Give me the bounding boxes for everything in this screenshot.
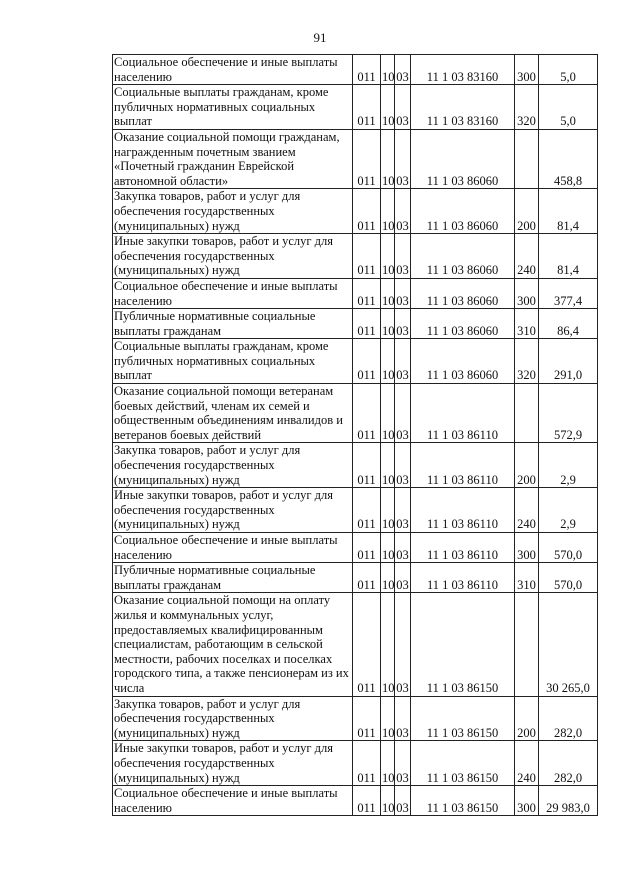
table-row <box>113 696 598 741</box>
section-code-cell: 10 <box>381 85 395 130</box>
expense-type-cell: 200 <box>515 696 539 741</box>
amount-cell: 5,0 <box>539 55 598 85</box>
section-code-cell: 10 <box>381 234 395 279</box>
subsection-code-cell: 03 <box>395 309 411 339</box>
expense-type-cell: 310 <box>515 563 539 593</box>
section-code-cell: 10 <box>381 129 395 188</box>
expense-type-cell: 200 <box>515 443 539 488</box>
amount-cell: 572,9 <box>539 384 598 443</box>
subsection-code-cell: 03 <box>395 488 411 533</box>
ministry-code-cell: 011 <box>353 278 381 308</box>
program-code-cell: 11 1 03 86060 <box>411 278 515 308</box>
row-name-cell: Закупка товаров, работ и услуг для обеспечения государственных (муниципальных) нужд <box>113 189 353 234</box>
row-name-cell: Оказание социальной помощи гражданам, награжденным почетным званием «Почетный гражданин Еврейской автономной области» <box>113 129 353 188</box>
row-name-cell: Оказание социальной помощи на оплату жилья и коммунальных услуг, предоставляемых квалифицированным специалистам, работающим в сельской местности, рабочих поселках и поселках городского типа, а также пенсионерам из их числа <box>113 593 353 696</box>
table-row <box>113 443 598 488</box>
program-code-cell: 11 1 03 86060 <box>411 234 515 279</box>
ministry-code-cell: 011 <box>353 129 381 188</box>
amount-cell: 570,0 <box>539 533 598 563</box>
expense-type-cell: 200 <box>515 189 539 234</box>
subsection-code-cell: 03 <box>395 443 411 488</box>
row-name-cell: Иные закупки товаров, работ и услуг для обеспечения государственных (муниципальных) нужд <box>113 234 353 279</box>
table-row <box>113 533 598 563</box>
section-code-cell: 10 <box>381 696 395 741</box>
row-name-cell: Социальные выплаты гражданам, кроме публичных нормативных социальных выплат <box>113 339 353 384</box>
section-code-cell: 10 <box>381 786 395 816</box>
table-row <box>113 384 598 443</box>
amount-cell: 291,0 <box>539 339 598 384</box>
table-row <box>113 85 598 130</box>
subsection-code-cell: 03 <box>395 234 411 279</box>
amount-cell: 29 983,0 <box>539 786 598 816</box>
ministry-code-cell: 011 <box>353 696 381 741</box>
expense-type-cell: 300 <box>515 533 539 563</box>
section-code-cell: 10 <box>381 55 395 85</box>
expense-type-cell <box>515 129 539 188</box>
row-name-cell: Социальное обеспечение и иные выплаты населению <box>113 786 353 816</box>
amount-cell: 377,4 <box>539 278 598 308</box>
program-code-cell: 11 1 03 86060 <box>411 129 515 188</box>
program-code-cell: 11 1 03 86060 <box>411 309 515 339</box>
subsection-code-cell: 03 <box>395 129 411 188</box>
row-name-cell: Публичные нормативные социальные выплаты гражданам <box>113 309 353 339</box>
table-row <box>113 488 598 533</box>
program-code-cell: 11 1 03 86110 <box>411 384 515 443</box>
table-row <box>113 309 598 339</box>
subsection-code-cell: 03 <box>395 563 411 593</box>
table-row <box>113 593 598 696</box>
amount-cell: 458,8 <box>539 129 598 188</box>
program-code-cell: 11 1 03 86110 <box>411 533 515 563</box>
section-code-cell: 10 <box>381 309 395 339</box>
row-name-cell: Оказание социальной помощи ветеранам боевых действий, членам их семей и общественным объединениям инвалидов и ветеранов боевых действий <box>113 384 353 443</box>
section-code-cell: 10 <box>381 278 395 308</box>
program-code-cell: 11 1 03 86150 <box>411 741 515 786</box>
ministry-code-cell: 011 <box>353 741 381 786</box>
ministry-code-cell: 011 <box>353 533 381 563</box>
table-row <box>113 189 598 234</box>
ministry-code-cell: 011 <box>353 786 381 816</box>
ministry-code-cell: 011 <box>353 309 381 339</box>
section-code-cell: 10 <box>381 339 395 384</box>
row-name-cell: Социальное обеспечение и иные выплаты населению <box>113 55 353 85</box>
ministry-code-cell: 011 <box>353 488 381 533</box>
section-code-cell: 10 <box>381 384 395 443</box>
amount-cell: 570,0 <box>539 563 598 593</box>
program-code-cell: 11 1 03 86110 <box>411 563 515 593</box>
amount-cell: 81,4 <box>539 189 598 234</box>
expense-type-cell: 300 <box>515 55 539 85</box>
subsection-code-cell: 03 <box>395 85 411 130</box>
amount-cell: 2,9 <box>539 488 598 533</box>
subsection-code-cell: 03 <box>395 533 411 563</box>
ministry-code-cell: 011 <box>353 339 381 384</box>
expense-type-cell: 300 <box>515 278 539 308</box>
ministry-code-cell: 011 <box>353 234 381 279</box>
amount-cell: 81,4 <box>539 234 598 279</box>
amount-cell: 86,4 <box>539 309 598 339</box>
row-name-cell: Публичные нормативные социальные выплаты гражданам <box>113 563 353 593</box>
expense-type-cell: 320 <box>515 339 539 384</box>
amount-cell: 5,0 <box>539 85 598 130</box>
section-code-cell: 10 <box>381 563 395 593</box>
section-code-cell: 10 <box>381 488 395 533</box>
section-code-cell: 10 <box>381 443 395 488</box>
program-code-cell: 11 1 03 86060 <box>411 339 515 384</box>
table-row <box>113 741 598 786</box>
row-name-cell: Социальное обеспечение и иные выплаты населению <box>113 278 353 308</box>
table-row <box>113 563 598 593</box>
row-name-cell: Иные закупки товаров, работ и услуг для обеспечения государственных (муниципальных) нужд <box>113 741 353 786</box>
table-row <box>113 339 598 384</box>
subsection-code-cell: 03 <box>395 741 411 786</box>
subsection-code-cell: 03 <box>395 593 411 696</box>
section-code-cell: 10 <box>381 533 395 563</box>
row-name-cell: Социальные выплаты гражданам, кроме публичных нормативных социальных выплат <box>113 85 353 130</box>
expense-type-cell: 240 <box>515 741 539 786</box>
subsection-code-cell: 03 <box>395 696 411 741</box>
row-name-cell: Социальное обеспечение и иные выплаты населению <box>113 533 353 563</box>
program-code-cell: 11 1 03 86150 <box>411 593 515 696</box>
subsection-code-cell: 03 <box>395 189 411 234</box>
subsection-code-cell: 03 <box>395 278 411 308</box>
section-code-cell: 10 <box>381 741 395 786</box>
subsection-code-cell: 03 <box>395 786 411 816</box>
section-code-cell: 10 <box>381 593 395 696</box>
row-name-cell: Закупка товаров, работ и услуг для обеспечения государственных (муниципальных) нужд <box>113 696 353 741</box>
table-row <box>113 278 598 308</box>
expense-type-cell <box>515 593 539 696</box>
ministry-code-cell: 011 <box>353 189 381 234</box>
ministry-code-cell: 011 <box>353 384 381 443</box>
expense-type-cell: 300 <box>515 786 539 816</box>
amount-cell: 30 265,0 <box>539 593 598 696</box>
table-row <box>113 234 598 279</box>
program-code-cell: 11 1 03 86150 <box>411 786 515 816</box>
program-code-cell: 11 1 03 86060 <box>411 189 515 234</box>
page-number: 91 <box>313 30 327 45</box>
budget-table <box>112 54 598 816</box>
subsection-code-cell: 03 <box>395 339 411 384</box>
program-code-cell: 11 1 03 83160 <box>411 85 515 130</box>
table-row <box>113 129 598 188</box>
expense-type-cell: 310 <box>515 309 539 339</box>
expense-type-cell: 240 <box>515 234 539 279</box>
expense-type-cell <box>515 384 539 443</box>
amount-cell: 282,0 <box>539 696 598 741</box>
subsection-code-cell: 03 <box>395 384 411 443</box>
subsection-code-cell: 03 <box>395 55 411 85</box>
ministry-code-cell: 011 <box>353 593 381 696</box>
ministry-code-cell: 011 <box>353 563 381 593</box>
program-code-cell: 11 1 03 86110 <box>411 488 515 533</box>
ministry-code-cell: 011 <box>353 55 381 85</box>
expense-type-cell: 240 <box>515 488 539 533</box>
table-row <box>113 55 598 85</box>
ministry-code-cell: 011 <box>353 85 381 130</box>
amount-cell: 2,9 <box>539 443 598 488</box>
section-code-cell: 10 <box>381 189 395 234</box>
expense-type-cell: 320 <box>515 85 539 130</box>
budget-table-body <box>113 55 598 816</box>
table-row <box>113 786 598 816</box>
row-name-cell: Иные закупки товаров, работ и услуг для обеспечения государственных (муниципальных) нужд <box>113 488 353 533</box>
row-name-cell: Закупка товаров, работ и услуг для обеспечения государственных (муниципальных) нужд <box>113 443 353 488</box>
program-code-cell: 11 1 03 86110 <box>411 443 515 488</box>
program-code-cell: 11 1 03 86150 <box>411 696 515 741</box>
program-code-cell: 11 1 03 83160 <box>411 55 515 85</box>
ministry-code-cell: 011 <box>353 443 381 488</box>
amount-cell: 282,0 <box>539 741 598 786</box>
